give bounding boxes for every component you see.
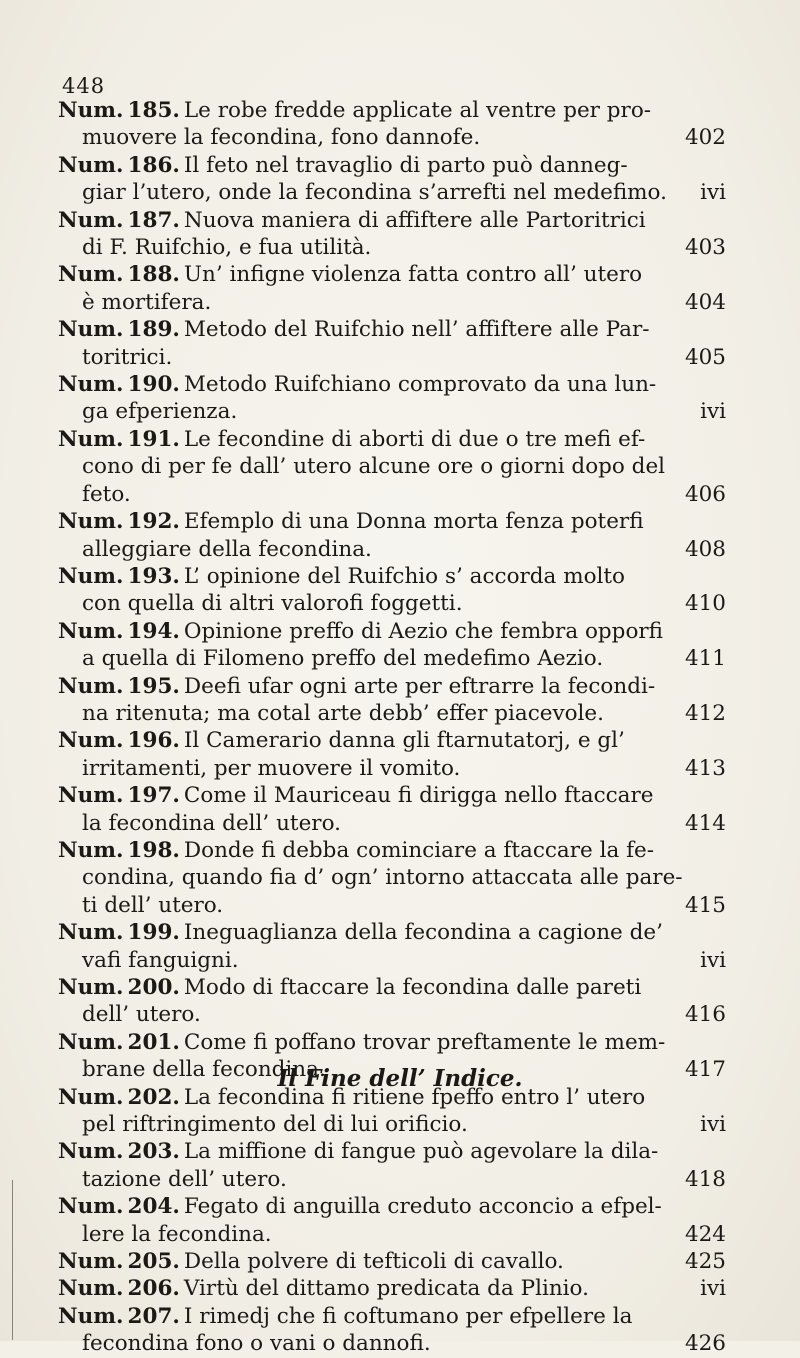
entry-number: 206. <box>127 1276 180 1302</box>
index-entry <box>58 727 726 782</box>
entry-label: Num. <box>58 1303 124 1329</box>
index-entry <box>58 1275 726 1302</box>
index-entry <box>58 152 726 207</box>
entry-text: Deefi ufar ogni arte per eftrarre la fecondi- <box>183 673 656 699</box>
entry-number: 197. <box>127 783 180 809</box>
index-entry <box>58 563 726 618</box>
entry-text: tazione dell’ utero. <box>82 1166 287 1192</box>
index-entry <box>58 261 726 316</box>
entry-text: cono di per fe dall’ utero alcune ore o giorni dopo del <box>82 454 666 480</box>
entry-line <box>58 481 726 508</box>
entry-number: 185. <box>127 98 180 123</box>
entry-page-ref: 411 <box>684 646 726 672</box>
entry-line <box>58 919 726 946</box>
entry-line <box>58 1193 726 1220</box>
entry-page-ref: 416 <box>684 1002 726 1028</box>
entry-text: Nuova maniera di affiftere alle Partoritrici <box>183 207 646 233</box>
entry-number: 199. <box>127 920 180 946</box>
entry-line <box>58 645 726 672</box>
entry-number: 201. <box>127 1029 180 1055</box>
entry-line <box>58 673 726 700</box>
entry-line <box>58 179 726 206</box>
entry-line <box>58 563 726 590</box>
entry-text: L’ opinione del Ruifchio s’ accorda molto <box>183 563 625 589</box>
entry-text: a quella di Filomeno preffo del medefimo Aezio. <box>82 646 604 672</box>
entry-number: 190. <box>127 372 180 398</box>
entry-text: di F. Ruifchio, e fua utilità. <box>82 235 372 261</box>
index-entry <box>58 1138 726 1193</box>
entry-line <box>58 536 726 563</box>
entry-page-ref: ivi <box>700 947 726 973</box>
entry-number: 189. <box>127 317 180 343</box>
entry-line <box>58 974 726 1001</box>
entry-label: Num. <box>58 1249 124 1275</box>
entry-label: Num. <box>58 426 124 452</box>
entry-number: 196. <box>127 728 180 754</box>
entry-label: Num. <box>58 618 124 644</box>
index-entry <box>58 97 726 152</box>
index-entry <box>58 618 726 673</box>
entry-line <box>58 947 726 974</box>
entry-number: 195. <box>127 673 180 699</box>
entry-number: 200. <box>127 975 180 1000</box>
entry-text: giar l’utero, onde la fecondina s’arrefti nel medefimo. <box>82 180 667 206</box>
entry-label: Num. <box>58 1029 124 1055</box>
entry-text: Metodo Ruifchiano comprovato da una lun- <box>183 372 657 398</box>
entry-label: Num. <box>58 920 124 946</box>
entry-text: pel riftringimento del di lui orificio. <box>82 1112 468 1138</box>
end-of-index-footer: Il Fine dell’ Indice. <box>277 1065 523 1092</box>
entry-page-ref: 412 <box>684 700 726 726</box>
index-list <box>58 97 726 1358</box>
entry-line <box>58 97 726 124</box>
entry-text: vafi fanguigni. <box>82 947 239 973</box>
entry-label: Num. <box>58 1084 124 1110</box>
entry-line <box>58 1111 726 1138</box>
entry-page-ref: 415 <box>684 892 726 918</box>
entry-line <box>58 837 726 864</box>
entry-line <box>58 316 726 343</box>
entry-text: condina, quando fia d’ ogn’ intorno attaccata alle pare- <box>82 865 683 891</box>
index-entry <box>58 837 726 919</box>
entry-number: 192. <box>127 509 180 535</box>
entry-text: Ineguaglianza della fecondina a cagione de’ <box>183 920 663 946</box>
entry-text: Virtù del dittamo predicata da Plinio. <box>183 1276 589 1302</box>
entry-label: Num. <box>58 98 124 123</box>
index-entry <box>58 316 726 371</box>
index-entry <box>58 673 726 728</box>
margin-line <box>12 1180 13 1340</box>
entry-line <box>58 1330 726 1357</box>
entry-text: lere la fecondina. <box>82 1221 272 1247</box>
entry-text: Il feto nel travaglio di parto può danneg- <box>183 152 628 178</box>
entry-number: 193. <box>127 563 180 589</box>
entry-page-ref: 413 <box>684 755 726 781</box>
entry-label: Num. <box>58 1194 124 1220</box>
entry-page-ref: 403 <box>684 235 726 261</box>
entry-number: 188. <box>127 262 180 288</box>
entry-text: ga efperienza. <box>82 399 238 425</box>
entry-line <box>58 453 726 480</box>
entry-text: Donde fi debba cominciare a ftaccare la fe- <box>183 837 655 863</box>
entry-line <box>58 398 726 425</box>
index-entry <box>58 1248 726 1275</box>
entry-line <box>58 1248 726 1275</box>
entry-number: 187. <box>127 207 180 233</box>
entry-number: 202. <box>127 1084 180 1110</box>
entry-text: Della polvere di tefticoli di cavallo. <box>183 1249 564 1275</box>
entry-line <box>58 508 726 535</box>
entry-text: Fegato di anguilla creduto acconcio a efpel- <box>183 1194 662 1220</box>
index-entry <box>58 782 726 837</box>
entry-text: fecondina fono o vani o dannofi. <box>82 1331 431 1357</box>
entry-page-ref: 414 <box>684 810 726 836</box>
entry-page-ref: 425 <box>684 1249 726 1275</box>
entry-label: Num. <box>58 207 124 233</box>
entry-line <box>58 782 726 809</box>
entry-number: 204. <box>127 1194 180 1220</box>
entry-text: I rimedj che fi coftumano per efpellere la <box>183 1303 633 1329</box>
entry-number: 198. <box>127 837 180 863</box>
entry-page-ref: 405 <box>684 344 726 370</box>
entry-text: irritamenti, per muovere il vomito. <box>82 755 461 781</box>
entry-label: Num. <box>58 783 124 809</box>
entry-text: Come fi poffano trovar preftamente le mem- <box>183 1029 666 1055</box>
entry-label: Num. <box>58 728 124 754</box>
index-entry <box>58 974 726 1029</box>
entry-text: La fecondina fi ritiene fpeffo entro l’ utero <box>183 1084 646 1110</box>
entry-label: Num. <box>58 262 124 288</box>
entry-line <box>58 727 726 754</box>
entry-page-ref: 404 <box>684 289 726 315</box>
index-entry <box>58 1193 726 1248</box>
entry-line <box>58 1029 726 1056</box>
index-entry <box>58 1303 726 1358</box>
entry-page-ref: ivi <box>700 399 726 425</box>
page-number: 448 <box>62 74 106 98</box>
entry-text: Le robe fredde applicate al ventre per pro- <box>183 98 652 123</box>
entry-text: con quella di altri valorofi foggetti. <box>82 591 463 617</box>
entry-line <box>58 1275 726 1302</box>
entry-label: Num. <box>58 673 124 699</box>
entry-text: feto. <box>82 481 131 507</box>
entry-text: toritrici. <box>82 344 173 370</box>
entry-line <box>58 289 726 316</box>
entry-line <box>58 426 726 453</box>
entry-line <box>58 1221 726 1248</box>
entry-line <box>58 892 726 919</box>
entry-page-ref: ivi <box>700 1276 726 1302</box>
entry-line <box>58 618 726 645</box>
entry-page-ref: 417 <box>684 1057 726 1083</box>
entry-page-ref: 402 <box>684 125 726 151</box>
entry-page-ref: 418 <box>684 1166 726 1192</box>
entry-label: Num. <box>58 1276 124 1302</box>
index-entry <box>58 207 726 262</box>
entry-page-ref: 410 <box>684 591 726 617</box>
entry-page-ref: ivi <box>700 180 726 206</box>
entry-text: Opinione preffo di Aezio che fembra opporfi <box>183 618 664 644</box>
entry-label: Num. <box>58 152 124 178</box>
entry-line <box>58 261 726 288</box>
entry-line <box>58 1001 726 1028</box>
entry-line <box>58 207 726 234</box>
entry-text: è mortifera. <box>82 289 212 315</box>
entry-label: Num. <box>58 837 124 863</box>
index-entry <box>58 426 726 508</box>
entry-label: Num. <box>58 975 124 1000</box>
entry-page-ref: 408 <box>684 536 726 562</box>
entry-label: Num. <box>58 563 124 589</box>
entry-page-ref: 424 <box>684 1221 726 1247</box>
entry-text: Il Camerario danna gli ftarnutatorj, e gl’ <box>183 728 625 754</box>
entry-text: Un’ infigne violenza fatta contro all’ utero <box>183 262 643 288</box>
entry-line <box>58 234 726 261</box>
entry-line <box>58 152 726 179</box>
entry-line <box>58 1138 726 1165</box>
entry-label: Num. <box>58 509 124 535</box>
entry-line <box>58 1303 726 1330</box>
entry-number: 191. <box>127 426 180 452</box>
entry-line <box>58 810 726 837</box>
entry-number: 205. <box>127 1249 180 1275</box>
entry-page-ref: 426 <box>684 1331 726 1357</box>
index-entry <box>58 508 726 563</box>
entry-number: 207. <box>127 1303 180 1329</box>
entry-text: Efemplo di una Donna morta fenza poterfi <box>183 509 644 535</box>
entry-text: Le fecondine di aborti di due o tre mefi ef- <box>183 426 646 452</box>
entry-line <box>58 371 726 398</box>
entry-text: La miffione di fangue può agevolare la dila- <box>183 1139 659 1165</box>
entry-page-ref: 406 <box>684 481 726 507</box>
entry-line <box>58 755 726 782</box>
entry-line <box>58 700 726 727</box>
entry-number: 194. <box>127 618 180 644</box>
entry-number: 203. <box>127 1139 180 1165</box>
entry-text: brane della fecondina. <box>82 1057 326 1083</box>
entry-label: Num. <box>58 317 124 343</box>
entry-text: Modo di ftaccare la fecondina dalle pareti <box>183 975 642 1000</box>
entry-number: 186. <box>127 152 180 178</box>
entry-text: alleggiare della fecondina. <box>82 536 372 562</box>
entry-text: muovere la fecondina, fono dannofe. <box>82 125 481 151</box>
entry-line <box>58 590 726 617</box>
index-entry <box>58 371 726 426</box>
entry-text: Metodo del Ruifchio nell’ affiftere alle Par- <box>183 317 650 343</box>
entry-page-ref: ivi <box>700 1112 726 1138</box>
entry-line <box>58 1166 726 1193</box>
entry-text: la fecondina dell’ utero. <box>82 810 341 836</box>
entry-line <box>58 344 726 371</box>
entry-text: ti dell’ utero. <box>82 892 224 918</box>
entry-label: Num. <box>58 372 124 398</box>
entry-text: Come il Mauriceau fi dirigga nello ftaccare <box>183 783 654 809</box>
index-entry <box>58 919 726 974</box>
entry-label: Num. <box>58 1139 124 1165</box>
entry-line <box>58 864 726 891</box>
entry-text: dell’ utero. <box>82 1002 201 1028</box>
entry-text: na ritenuta; ma cotal arte debb’ effer piacevole. <box>82 700 604 726</box>
entry-line <box>58 124 726 151</box>
